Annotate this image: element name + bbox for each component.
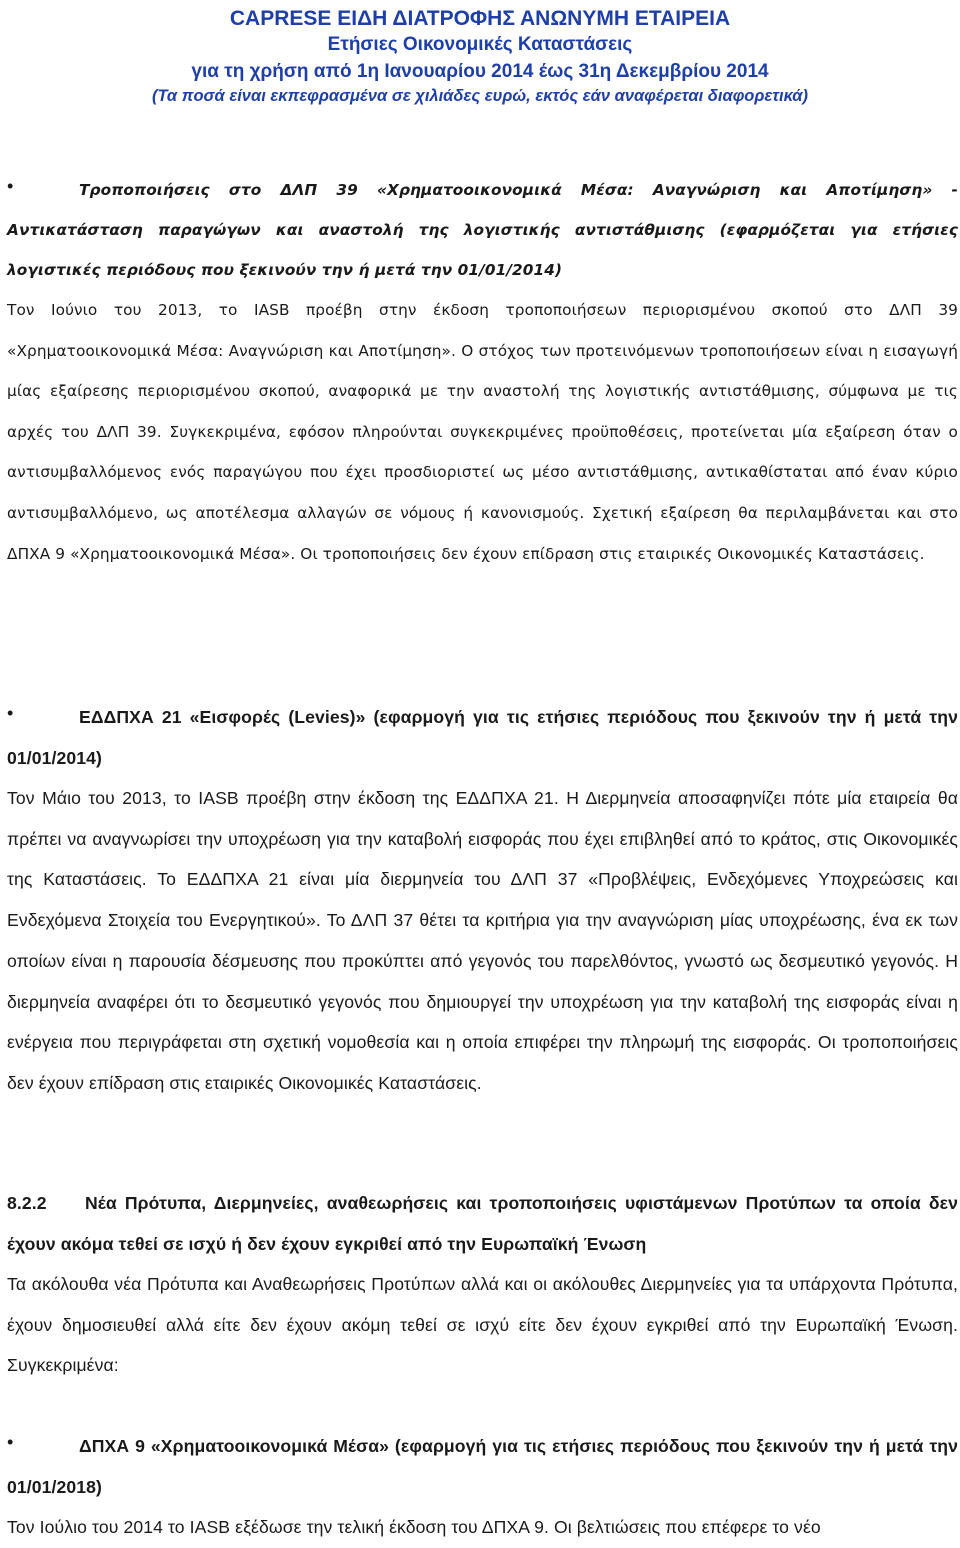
section-body: Τον Ιούνιο του 2013, το IASB προέβη στην έκδοση τροποποιήσεων περιορισμένου σκοπού στο ΔΛΠ 39 «Χρηματοοικονομικά Μέσα: Αναγνώριση και Αποτίμηση». Ο στόχος των προτεινόμενων τροποποιήσεων είναι η εισαγωγή μίας εξαίρεσης περιορισμένου σκοπού, αναφορικά με την αναστολή της λογιστικής αντιστάθμισης, σύμφωνα με τις αρχές του ΔΛΠ 39. Συγκεκριμένα, εφόσον πληρούνται συγκεκριμένες προϋποθέσεις, προτείνεται μία εξαίρεση όταν ο αντισυμβαλλόμενος ενός παραγώγου που έχει προσδιοριστεί ως μέσο αντιστάθμισης, αντικαθίσταται από έναν κύριο αντισυμβαλλόμενο, ως αποτέλεσμα αλλαγών σε νόμους ή κανονισμούς. Σχετική εξαίρεση θα περιλαμβάνεται και στο ΔΠΧΑ 9 «Χρηματοοικονομικά Μέσα». Οι τροποποιήσεις δεν έχουν επίδραση στις εταιρικές Οικονομικές Καταστάσεις. [7, 301, 958, 563]
currency-note: (Τα ποσά είναι εκπεφρασμένα σε χιλιάδες ευρώ, εκτός εάν αναφέρεται διαφορετικά) [151, 87, 809, 105]
report-period: για τη χρήση από 1η Ιανουαρίου 2014 έως 31η Δεκεμβρίου 2014 [191, 61, 769, 82]
section-number: 8.2.2 [7, 1193, 47, 1213]
bullet-icon: • [7, 703, 14, 723]
section-title: ΕΔΔΠΧΑ 21 «Εισφορές (Levies)» (εφαρμογή για τις ετήσιες περιόδους που ξεκινούν την ή μετά την 01/01/2014) [7, 707, 958, 768]
section-body: Τον Μάιο του 2013, το IASB προέβη στην έκδοση της ΕΔΔΠΧΑ 21. Η Διερμηνεία αποσαφηνίζει πότε μία εταιρεία θα πρέπει να αναγνωρίσει την υποχρέωση για την καταβολή εισφοράς που έχει επιβληθεί από το κράτος, στις Οικονομικές της Καταστάσεις. Το ΕΔΔΠΧΑ 21 είναι μία διερμηνεία του ΔΛΠ 37 «Προβλέψεις, Ενδεχόμενες Υποχρεώσεις και Ενδεχόμενα Στοιχεία του Ενεργητικού». Το ΔΛΠ 37 θέτει τα κριτήρια για την αναγνώριση μίας υποχρέωσης, ένα εκ των οποίων είναι η παρουσία δέσμευσης που προκύπτει από γεγονός του παρελθόντος, γνωστό ως δεσμευτικό γεγονός. Η διερμηνεία αναφέρει ότι το δεσμευτικό γεγονός που δημιουργεί την υποχρέωση για την καταβολή της εισφοράς είναι η ενέργεια που περιγράφεται στη σχετική νομοθεσία και η οποία επιφέρει την πληρωμή της εισφοράς. Οι τροποποιήσεις δεν έχουν επίδραση στις εταιρικές Οικονομικές Καταστάσεις. [7, 788, 958, 1093]
bullet-icon: • [7, 1432, 14, 1452]
section-ifric21 [7, 697, 958, 1104]
section-title: ΔΠΧΑ 9 «Χρηματοοικονομικά Μέσα» (εφαρμογή για τις ετήσιες περιόδους που ξεκινούν την ή μετά την 01/01/2018) [7, 1436, 958, 1497]
page-header [0, 0, 960, 107]
section-title: Νέα Πρότυπα, Διερμηνείες, αναθεωρήσεις και τροποποιήσεις υφιστάμενων Προτύπων τα οποία δεν έχουν ακόμα τεθεί σε ισχύ ή δεν έχουν εγκριθεί από την Ευρωπαϊκή Ένωση [7, 1193, 958, 1254]
company-name: CAPRESE ΕΙΔΗ ΔΙΑΤΡΟΦΗΣ ΑΝΩΝΥΜΗ ΕΤΑΙΡΕΙΑ [229, 7, 731, 30]
section-heading [7, 1183, 958, 1264]
section-ias39 [7, 170, 958, 574]
report-title: Ετήσιες Οικονομικές Καταστάσεις [327, 34, 633, 55]
bullet-icon: • [7, 176, 14, 196]
section-body: Τα ακόλουθα νέα Πρότυπα και Αναθεωρήσεις Προτύπων αλλά και οι ακόλουθες Διερμηνείες για τα υπάρχοντα Πρότυπα, έχουν δημοσιευθεί αλλά είτε δεν έχουν ακόμη τεθεί σε ισχύ είτε δεν έχουν εγκριθεί από την Ευρωπαϊκή Ένωση. Συγκεκριμένα: [7, 1274, 958, 1376]
section-8-2-2 [7, 1183, 958, 1386]
section-title: Τροποποιήσεις στο ΔΛΠ 39 «Χρηματοοικονομικά Μέσα: Αναγνώριση και Αποτίμηση» - Αντικατάσταση παραγώγων και αναστολή της λογιστικής αντιστάθμισης (εφαρμόζεται για ετήσιες λογιστικές περιόδους που ξεκινούν την ή μετά την 01/01/2014) [7, 181, 958, 279]
section-ifrs9 [7, 1426, 958, 1548]
section-body: Τον Ιούλιο του 2014 το IASB εξέδωσε την τελική έκδοση του ΔΠΧΑ 9. Οι βελτιώσεις που επέφερε το νέο [7, 1517, 821, 1537]
